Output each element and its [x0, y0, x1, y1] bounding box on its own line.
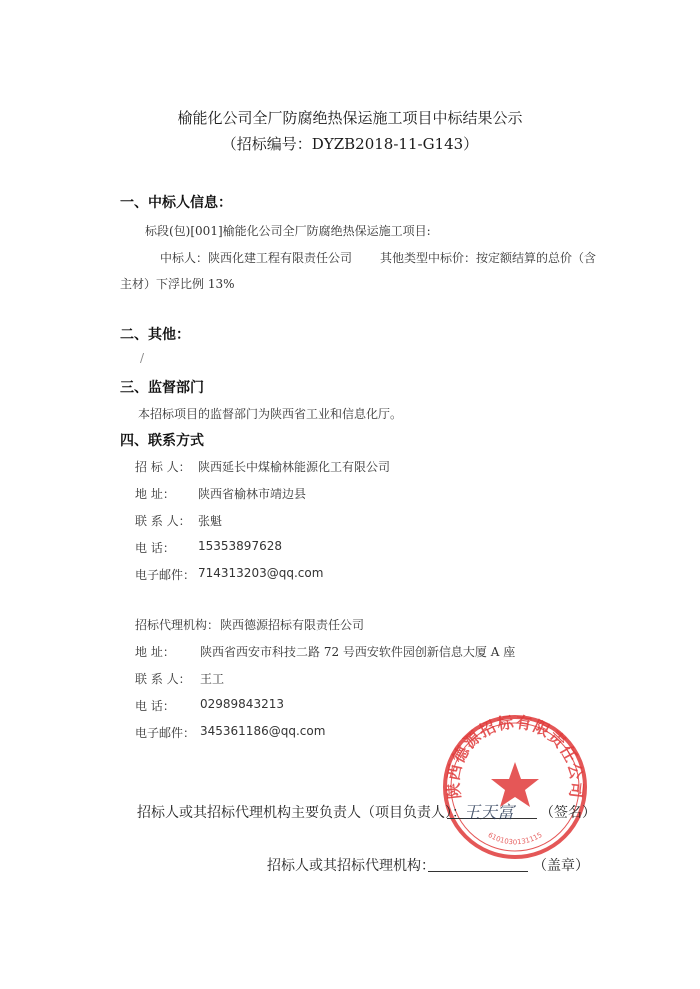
- svg-text:6101030131115: 6101030131115: [486, 830, 544, 847]
- tender-number: （招标编号：DYZB2018-11-G143）: [221, 135, 479, 153]
- agency-phone-label: 电 话：: [135, 699, 175, 713]
- handwritten-signature: 王天富: [463, 803, 514, 823]
- signature-line-2-suffix: （盖章）: [533, 858, 589, 874]
- signature-line-1-suffix: （签名）: [540, 805, 596, 821]
- price-line-cont: 主材）下浮比例 13%: [120, 277, 235, 291]
- tenderer-address: 陕西省榆林市靖边县: [198, 487, 307, 501]
- tenderer-contact-label: 联 系 人：: [135, 514, 191, 528]
- tenderer-address-label: 地 址：: [135, 487, 175, 501]
- document-title: 榆能化公司全厂防腐绝热保运施工项目中标结果公示: [177, 109, 523, 127]
- other-content: /: [140, 351, 145, 365]
- agency-name: 陕西德源招标有限责任公司: [220, 618, 365, 632]
- section-winner-heading: 一、中标人信息：: [120, 195, 232, 211]
- agency-contact-label: 联 系 人：: [135, 672, 191, 686]
- tenderer-phone-label: 电 话：: [135, 541, 175, 555]
- svg-text:陕西德源招标有限责任公司: 陕西德源招标有限责任公司: [443, 712, 587, 800]
- company-seal-stamp: [440, 712, 590, 862]
- tenderer-email-label: 电子邮件：: [135, 568, 196, 582]
- agency-email: 345361186@qq.com: [200, 724, 326, 738]
- tenderer-name: 陕西延长中煤榆林能源化工有限公司: [198, 460, 391, 474]
- signature-line-2-underline: [428, 871, 528, 872]
- supervision-content: 本招标项目的监督部门为陕西省工业和信息化厅。: [138, 407, 403, 421]
- section-contact-heading: 四、联系方式: [120, 433, 204, 449]
- tenderer-email: 714313203@qq.com: [198, 566, 324, 580]
- section-supervision-heading: 三、监督部门: [120, 380, 204, 396]
- section-other-heading: 二、其他：: [120, 327, 190, 343]
- agency-address-label: 地 址：: [135, 645, 175, 659]
- signature-line-2-label: 招标人或其招标代理机构：: [267, 858, 435, 874]
- price-line: 其他类型中标价：按定额结算的总价（含: [380, 251, 597, 265]
- lot-line: 标段(包)[001]榆能化公司全厂防腐绝热保运施工项目:: [145, 224, 431, 238]
- agency-email-label: 电子邮件：: [135, 726, 196, 740]
- tenderer-phone: 15353897628: [198, 539, 282, 553]
- tenderer-label: 招 标 人：: [135, 460, 191, 474]
- signature-line-1-label: 招标人或其招标代理机构主要负责人（项目负责人）：: [137, 805, 466, 821]
- agency-phone: 02989843213: [200, 697, 284, 711]
- agency-label: 招标代理机构：: [135, 618, 220, 632]
- tenderer-contact: 张魁: [198, 514, 223, 528]
- agency-contact: 王工: [200, 672, 225, 686]
- winner-line: 中标人：陕西化建工程有限责任公司: [160, 251, 353, 265]
- agency-address: 陕西省西安市科技二路 72 号西安软件园创新信息大厦 A 座: [200, 645, 516, 659]
